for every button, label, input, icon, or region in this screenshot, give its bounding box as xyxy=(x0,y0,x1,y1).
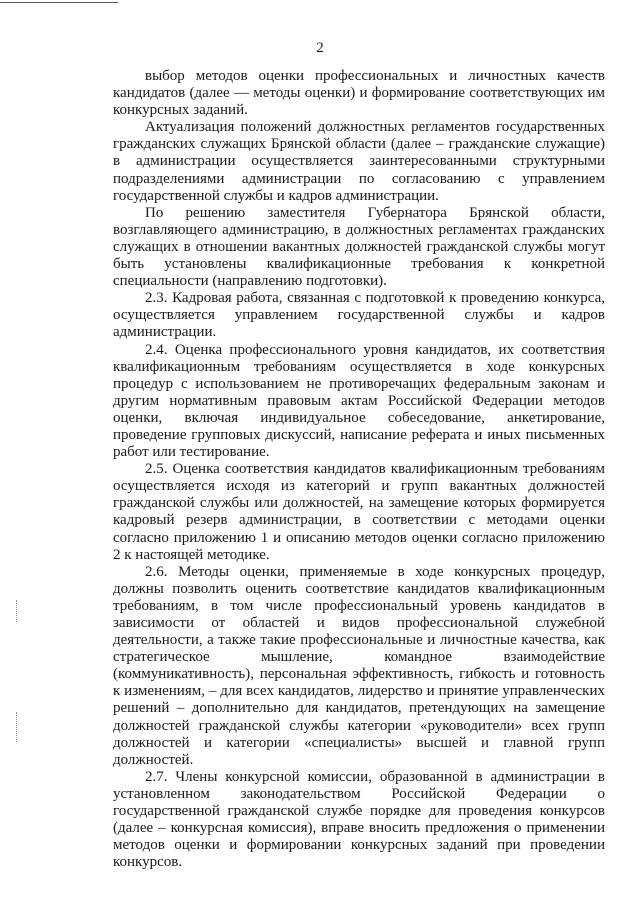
paragraph-2-5: 2.5. Оценка соответствия кандидатов квалификационным требованиям осуществляется исходя из категорий и групп вакантных должностей гражданской службы или должностей, на замещение которых формируется кадровый резерв администрации, в соответствии с методами оценки согласно приложению 1 и описанию методов оценки согласно приложению 2 к настоящей методике. xyxy=(113,461,605,563)
paragraph-continuation: выбор методов оценки профессиональных и личностных качеств кандидатов (далее — методы оценки) и формирование соответствующих им конкурсных заданий. xyxy=(113,68,605,119)
paragraph-2-7: 2.7. Члены конкурсной комиссии, образованной в администрации в установленном законодательством Российской Федерации о государственной гражданской службе порядке для проведения конкурсов (далее – конкурсная комиссия), вправе вносить предложения о применении методов оценки и формировании конкурсных заданий при проведении конкурсов. xyxy=(113,768,605,871)
paragraph-2-3: 2.3. Кадровая работа, связанная с подготовкой к проведению конкурса, осуществляется управлением государственной службы и кадров администрации. xyxy=(113,290,605,341)
paragraph-2-4: 2.4. Оценка профессионального уровня кандидатов, их соответствия квалификационным требованиям осуществляется в ходе конкурсных процедур с использованием не противоречащих федеральным законам и другим нормативным правовым актам Российской Федерации методов оценки, включая индивидуальное собеседование, анкетирование, проведение групповых дискуссий, написание реферата и иных письменных работ или тестирование. xyxy=(113,341,605,461)
paragraph-qualification-requirements: По решению заместителя Губернатора Брянской области, возглавляющего администрацию, в должностных регламентах гражданских служащих в отношении вакантных должностей гражданской службы могут быть установлены квалификационные требования к конкретной специальности (направлению подготовки). xyxy=(113,204,605,290)
document-body xyxy=(113,68,605,871)
paragraph-2-6: 2.6. Методы оценки, применяемые в ходе конкурсных процедур, должны позволить оценить соответствие кандидатов квалификационным требованиям, в том числе профессиональный уровень кандидатов в зависимости от областей и видов профессиональной служебной деятельности, а также такие профессиональные и личностные качества, как стратегическое мышление, командное взаимодействие (коммуникативность), персональная эффективность, гибкость и готовность к изменениям, – для всех кандидатов, лидерство и принятие управленческих решений – дополнительно для кандидатов, претендующих на замещение должностей гражданской службы категории «руководители» всех групп должностей и категории «специалисты» высшей и главной групп должностей. xyxy=(113,563,605,768)
header-rule xyxy=(0,2,118,3)
margin-dots-upper xyxy=(16,600,18,622)
page-number: 2 xyxy=(316,40,324,56)
paragraph-regulations-update: Актуализация положений должностных регламентов государственных гражданских служащих Брянской области (далее – гражданские служащие) в администрации осуществляется заинтересованными структурными подразделениями администрации по согласованию с управлением государственной службы и кадров администрации. xyxy=(113,119,605,204)
margin-dots-lower xyxy=(16,712,18,742)
